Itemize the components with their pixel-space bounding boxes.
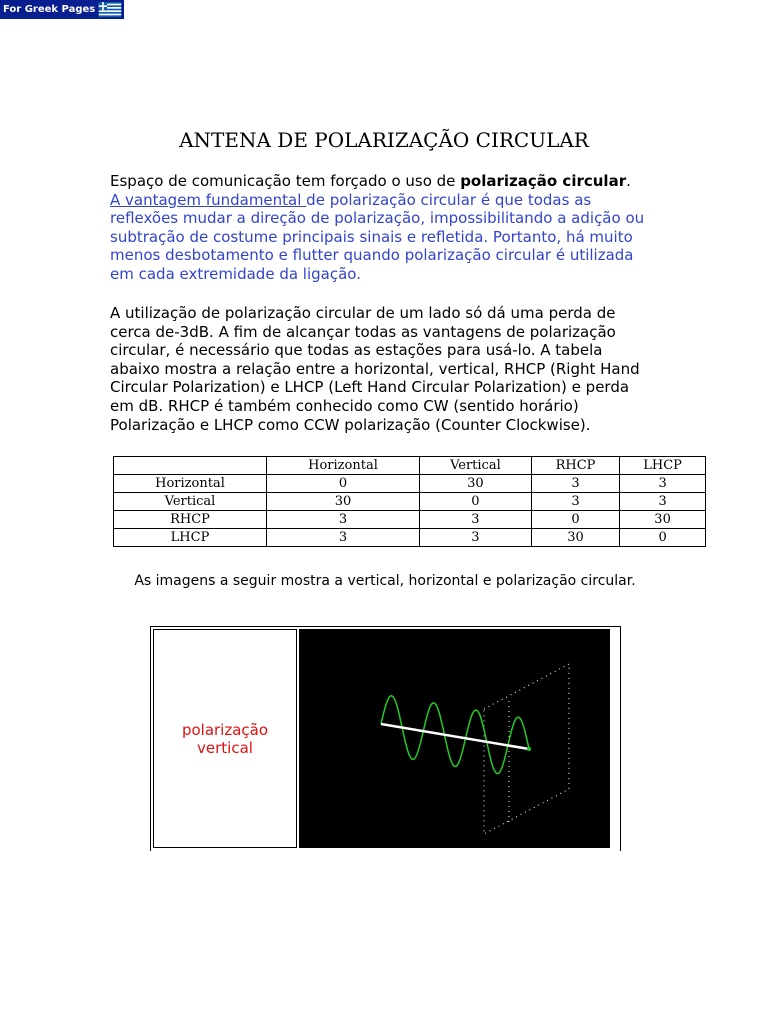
table-cell: Horizontal (114, 475, 267, 493)
table-header-cell: Vertical (420, 457, 532, 475)
table-row (114, 475, 706, 493)
intro-text: Espaço de comunicação tem forçado o uso de (110, 172, 461, 190)
table-header-row (114, 457, 706, 475)
table-header-cell (114, 457, 267, 475)
table-row (114, 511, 706, 529)
polarization-loss-table (113, 456, 706, 547)
blue-text-block (110, 191, 644, 283)
fundamental-advantage-link[interactable]: A vantagem fundamental (110, 190, 307, 209)
table-cell: 30 (531, 529, 619, 547)
blue-body-text: de polarização circular é que todas as reflexões mudar a direção de polarização, impossibilitando a adição ou subtração de costume principais sinais e refletida. Portanto, há muito menos desbotamento e flutter quando polarização circular é utilizada em cada extremidade da ligação. (110, 190, 645, 283)
table-cell: RHCP (114, 511, 267, 529)
intro-paragraph (110, 172, 650, 284)
table-cell: 3 (267, 511, 420, 529)
table-cell: 0 (420, 493, 532, 511)
intro-period: . (626, 172, 631, 190)
table-row (114, 493, 706, 511)
table-cell: 3 (620, 475, 706, 493)
table-cell: 3 (420, 511, 532, 529)
greek-pages-button[interactable] (0, 0, 124, 19)
table-cell: 3 (267, 529, 420, 547)
table-cell: 0 (531, 511, 619, 529)
table-cell: 3 (620, 493, 706, 511)
table-cell: 3 (531, 475, 619, 493)
wave-animation-panel (299, 629, 610, 848)
figure-caption: As imagens a seguir mostra a vertical, horizontal e polarização circular. (134, 573, 636, 589)
table-cell: 0 (620, 529, 706, 547)
table-header-cell: RHCP (531, 457, 619, 475)
loss-paragraph: A utilização de polarização circular de um lado só dá uma perda de cerca de-3dB. A fim de alcançar todas as vantagens de polarização circular, é necessário que todas as estações para usá-lo. A tabela abaixo mostra a relação entre a horizontal, vertical, RHCP (Right Hand Circular Polarization) e LHCP (Left Hand Circular Polarization) e perda em dB. RHCP é também conhecido como CW (sentido horário) Polarização e LHCP como CCW polarização (Counter Clockwise). (110, 304, 640, 434)
figure-label-line1: polarização (181, 720, 269, 739)
table-header-cell: LHCP (620, 457, 706, 475)
table-header-cell: Horizontal (267, 457, 420, 475)
table-cell: LHCP (114, 529, 267, 547)
greek-pages-label: For Greek Pages (3, 4, 96, 15)
axis-end-point (527, 747, 531, 751)
table-cell: 0 (267, 475, 420, 493)
polarization-figure (150, 626, 621, 851)
table-cell: 30 (420, 475, 532, 493)
bold-term: polarização circular (460, 172, 627, 190)
figure-label-line2: vertical (197, 738, 253, 757)
table-cell: 30 (620, 511, 706, 529)
figure-label-panel (153, 629, 297, 848)
page-title: ANTENA DE POLARIZAÇÃO CIRCULAR (179, 128, 589, 152)
table-cell: Vertical (114, 493, 267, 511)
table-row (114, 529, 706, 547)
table-cell: 3 (420, 529, 532, 547)
vertical-wave (381, 696, 529, 774)
figure-label (165, 721, 285, 757)
propagation-axis (381, 724, 529, 749)
table-cell: 30 (267, 493, 420, 511)
greek-flag-icon (98, 2, 122, 17)
vertical-wave-illustration (299, 629, 610, 848)
table-cell: 3 (531, 493, 619, 511)
